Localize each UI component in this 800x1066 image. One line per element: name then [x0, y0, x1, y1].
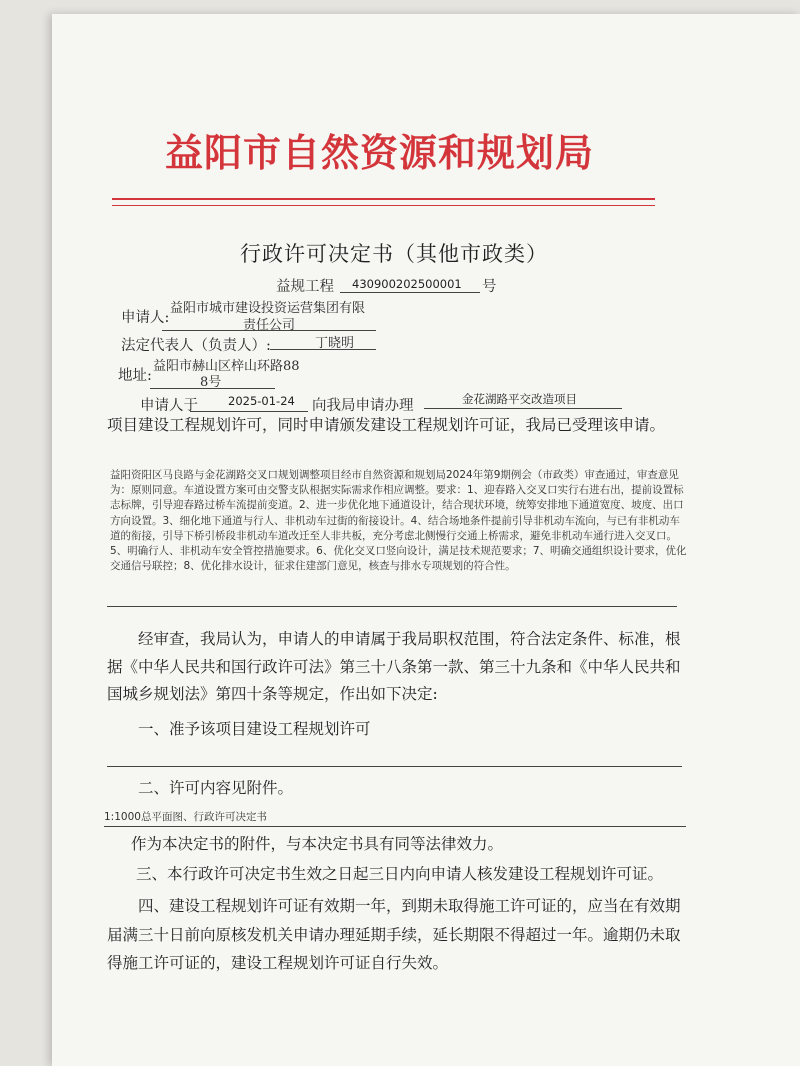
attachment-underline: [104, 826, 686, 827]
rep-name: 丁晓明: [315, 336, 355, 351]
application-project: 金花湖路平交改造项目: [462, 392, 577, 406]
header-rule-thick: [112, 198, 655, 200]
decision-one: 一、准予该项目建设工程规划许可: [138, 720, 371, 738]
rep-label: 法定代表人（负责人）:: [121, 338, 271, 354]
doc-number-prefix: 益规工程: [276, 279, 334, 295]
doc-number-suffix: 号: [482, 279, 497, 295]
decision-four-text: 四、建设工程规划许可证有效期一年，到期未取得施工许可证的，应当在有效期届满三十日前向原核发机关申请办理延期手续，延长期限不得超过一年。逾期仍未取得施工许可证的，建设工程规划许可证自行失效。: [107, 897, 681, 972]
application-sentence: 项目建设工程规划许可，同时申请颁发建设工程规划许可证，我局已受理该申请。: [107, 416, 666, 434]
applicant-label: 申请人:: [121, 310, 170, 326]
review-paragraph-text: 经审查，我局认为，申请人的申请属于我局职权范围，符合法定条件、标准，根据《中华人民共和国行政许可法》第三十八条第一款、第三十九条和《中华人民共和国城乡规划法》第四十条等规定，作出如下决定:: [107, 630, 681, 703]
applicant-name-line2: 责任公司: [243, 318, 296, 333]
agency-header: 益阳市自然资源和规划局: [165, 131, 595, 175]
doc-number: 430900202500001: [352, 277, 462, 291]
application-prefix: 申请人于: [140, 398, 198, 414]
decision-one-underline: [107, 766, 682, 767]
address-line1: 益阳市赫山区梓山环路88: [153, 359, 300, 374]
header-rule-thin: [112, 205, 655, 206]
rep-underline: [270, 349, 376, 350]
attachment-list: 1:1000总平面图、行政许可决定书: [104, 811, 267, 823]
application-project-underline: [424, 408, 622, 409]
attachment-note: 作为本决定书的附件，与本决定书具有同等法律效力。: [131, 835, 504, 853]
decision-four: [107, 892, 687, 978]
applicant-name-line1: 益阳市城市建设投资运营集团有限: [170, 301, 366, 316]
address-underline: [150, 388, 275, 389]
address-label: 地址:: [118, 368, 152, 384]
opinion-underline: [107, 606, 677, 607]
review-paragraph: [107, 626, 687, 709]
doc-number-underline: [340, 292, 480, 293]
application-middle: 向我局申请办理: [312, 398, 414, 414]
decision-three: 三、本行政许可决定书生效之日起三日内向申请人核发建设工程规划许可证。: [136, 865, 664, 883]
decision-two: 二、许可内容见附件。: [138, 779, 294, 797]
applicant-underline: [162, 330, 376, 331]
application-date: 2025-01-24: [228, 394, 295, 408]
document-title: 行政许可决定书（其他市政类）: [240, 242, 548, 266]
review-opinion: 益阳资阳区马良路与金花湖路交叉口规划调整项目经市自然资源和规划局2024年第9期例会（市政类）审查通过，审查意见为：原则同意。车道设置方案可由交警支队根据实际需求作相应调整。要求：1、迎春路入交叉口实行右进右出，提前设置标志标牌，引导迎春路过桥车流提前变道。2、进一步优化地下通道设计，结合现状环境，统筹安排地下通道宽度、坡度、出口方向设置。3、细化地下通道与行人、非机动车过街的衔接设计。4、结合场地条件提前引导非机动车流向，与已有非机动车道的衔接，引导下桥引桥段非机动车道改迁至人非共板，充分考虑北侧慢行交通上桥需求，避免非机动车通行进入交叉口。5、明确行人、非机动车安全管控措施要求。6、优化交叉口竖向设计，满足技术规范要求；7、明确交通组织设计要求，优化交通信号联控；8、优化排水设计，征求住建部门意见，核查与排水专项规划的符合性。: [110, 469, 687, 573]
address-line2: 8号: [200, 375, 222, 390]
